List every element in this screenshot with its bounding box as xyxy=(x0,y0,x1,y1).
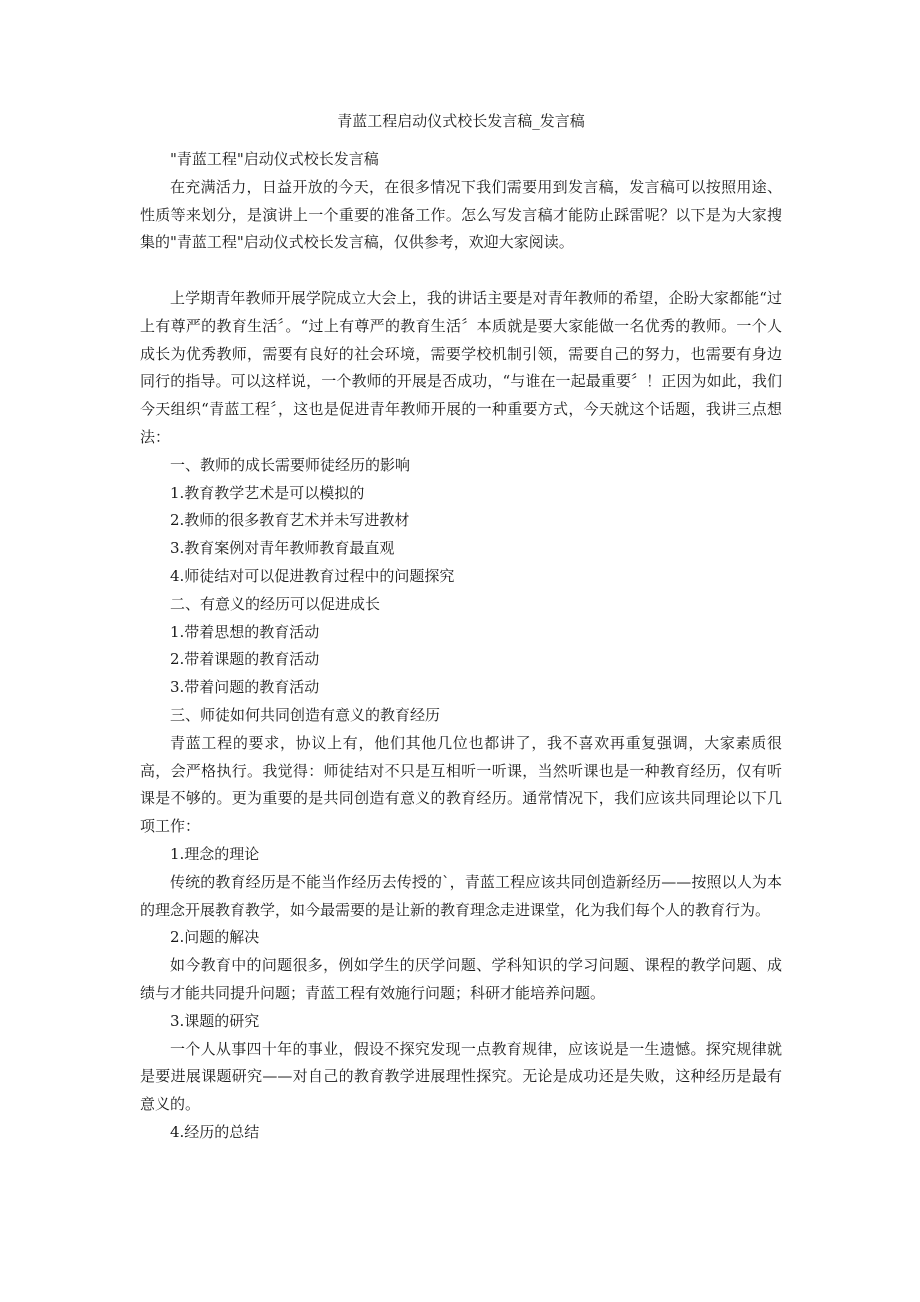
blank-line xyxy=(140,257,782,285)
list-item: 1.理念的理论 xyxy=(170,844,260,863)
list-item: 2.教师的很多教育艺术并未写进教材 xyxy=(170,511,410,530)
body-paragraph: 上学期青年教师开展学院成立大会上，我的讲话主要是对青年教师的希望，企盼大家都能“过上有尊严的教育生活〞。“过上有尊严的教育生活〞本质就是要大家能做一名优秀的教师。一个人成长为优秀教师，需要有良好的社会环境，需要学校机制引领，需要自己的努力，也需要有身边同行的指导。可以这样说，一个教师的开展是否成功，“与谁在一起最重要〞！正因为如此，我们今天组织“青蓝工程〞，这也是促进青年教师开展的一种重要方式，今天就这个话题，我讲三点想法： xyxy=(140,288,782,446)
document-page xyxy=(140,108,782,1147)
section-heading-2: 二、有意义的经历可以促进成长 xyxy=(170,594,381,613)
list-item: 3.带着问题的教育活动 xyxy=(170,678,320,697)
list-item: 4.经历的总结 xyxy=(170,1122,260,1141)
subtitle-paragraph: "青蓝工程"启动仪式校长发言稿 xyxy=(170,150,379,168)
section-heading-3: 三、师徒如何共同创造有意义的教育经历 xyxy=(170,705,441,724)
body-paragraph: 如今教育中的问题很多，例如学生的厌学问题、学科知识的学习问题、课程的教学问题、成绩与才能共同提升问题；青蓝工程有效施行问题；科研才能培养问题。 xyxy=(140,956,782,1002)
list-item: 2.问题的解决 xyxy=(170,928,260,947)
body-paragraph: 一个人从事四十年的事业，假设不探究发现一点教育规律，应该说是一生遗憾。探究规律就是要进展课题研究——对自己的教育教学进展理性探究。无论是成功还是失败，这种经历是最有意义的。 xyxy=(140,1039,782,1114)
document-title: 青蓝工程启动仪式校长发言稿_发言稿 xyxy=(337,112,585,130)
list-item: 1.带着思想的教育活动 xyxy=(170,622,320,641)
list-item: 4.师徒结对可以促进教育过程中的问题探究 xyxy=(170,566,455,585)
list-item: 1.教育教学艺术是可以模拟的 xyxy=(170,483,365,502)
body-paragraph: 青蓝工程的要求，协议上有，他们其他几位也都讲了，我不喜欢再重复强调，大家素质很高，会严格执行。我觉得：师徒结对不只是互相听一听课，当然听课也是一种教育经历，仅有听课是不够的。更为重要的是共同创造有意义的教育经历。通常情况下，我们应该共同理论以下几项工作： xyxy=(140,733,782,836)
list-item: 3.课题的研究 xyxy=(170,1011,260,1030)
section-heading-1: 一、教师的成长需要师徒经历的影响 xyxy=(170,455,411,474)
body-paragraph: 传统的教育经历是不能当作经历去传授的`，青蓝工程应该共同创造新经历——按照以人为本的理念开展教育教学，如今最需要的是让新的教育理念走进课堂，化为我们每个人的教育行为。 xyxy=(140,872,782,919)
list-item: 2.带着课题的教育活动 xyxy=(170,650,320,669)
intro-paragraph: 在充满活力，日益开放的今天，在很多情况下我们需要用到发言稿，发言稿可以按照用途、性质等来划分，是演讲上一个重要的准备工作。怎么写发言稿才能防止踩雷呢？以下是为大家搜集的"青蓝工程"启动仪式校长发言稿，仅供参考，欢迎大家阅读。 xyxy=(140,177,782,252)
list-item: 3.教育案例对青年教师教育最直观 xyxy=(170,539,395,558)
